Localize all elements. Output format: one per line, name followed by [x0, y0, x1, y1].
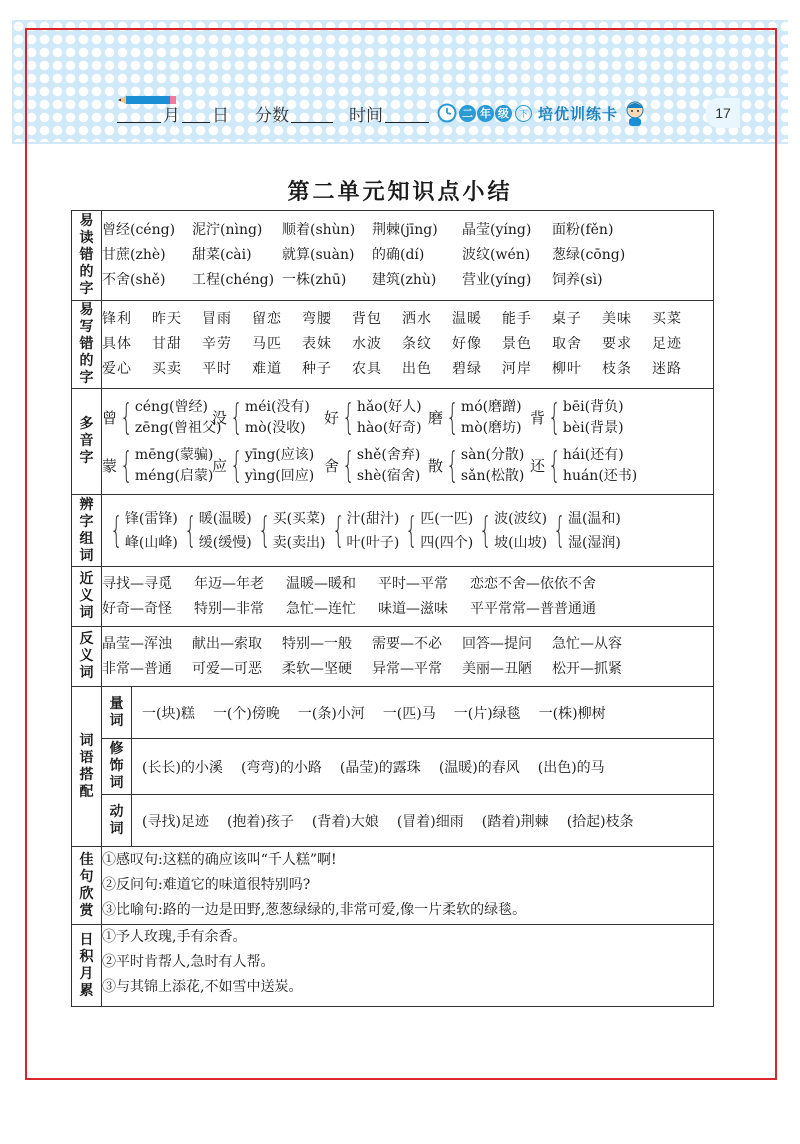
list-item: 的确(dí) — [372, 247, 425, 263]
header-row — [115, 96, 755, 130]
brand-logo — [437, 98, 650, 128]
list-item: 面粉(fěn) — [552, 222, 614, 238]
list-item: 年迈—年老 — [194, 575, 264, 592]
list-item: 美丽—丑陋 — [462, 660, 532, 677]
list-item: (背着)大娘 — [311, 813, 379, 830]
list-item: 具体 — [102, 336, 132, 352]
list-item: (踏着)荆棘 — [481, 813, 549, 830]
list-item: 一(匹)马 — [382, 705, 436, 722]
list-item: 急忙—连忙 — [286, 600, 356, 617]
daily-row — [72, 925, 714, 1007]
list-item: 好奇—奇怪 — [102, 600, 172, 617]
polyphone-group: 好 { hǎo(好人) hào(好奇) — [324, 396, 422, 438]
list-item: 农具 — [352, 361, 382, 377]
list-item: 锋利 — [102, 311, 132, 327]
list-item: 荆棘(jīng) — [372, 222, 438, 238]
month-label: 月 — [163, 105, 180, 125]
list-item: 甘蔗(zhè) — [102, 247, 166, 263]
list-item: 晶莹(yíng) — [462, 222, 532, 238]
list-item: 能手 — [502, 311, 532, 327]
sublabel-modifier: 修 饰 词 — [102, 739, 132, 795]
list-item: (冒着)细雨 — [396, 813, 464, 830]
polyphone-group: 磨 { mó(磨蹭) mò(磨坊) — [428, 396, 522, 438]
mascot-icon — [620, 98, 650, 128]
list-item: 就算(suàn) — [282, 247, 355, 263]
list-item: (温暖)的春风 — [438, 759, 520, 776]
word-pair: { 买(买菜) 卖(卖出) — [257, 509, 326, 551]
sublabel-verb: 动 词 — [102, 795, 132, 847]
month-blank[interactable] — [117, 104, 161, 123]
polyphone-group: 应 { yīng(应该) yìng(回应) — [212, 444, 315, 486]
section-label-collocation: 词 语 搭 配 — [72, 687, 102, 847]
list-item: 非常—普通 — [102, 660, 172, 677]
section-label-sentences: 佳 句 欣 赏 — [72, 847, 102, 925]
score-label: 分数 — [255, 105, 289, 125]
list-item: 辛劳 — [202, 336, 232, 352]
modifier-content — [132, 739, 714, 795]
list-item: 葱绿(cōng) — [552, 247, 626, 263]
section-label-misread: 易 读 错 的 字 — [72, 211, 102, 301]
list-item: (晶莹)的露珠 — [339, 759, 421, 776]
list-item: 泥泞(nìng) — [192, 222, 263, 238]
list-item: 一(株)柳树 — [538, 705, 606, 722]
list-item: 味道—滋味 — [378, 600, 448, 617]
list-item: 顺着(shùn) — [282, 222, 356, 238]
list-item: 特别—一般 — [282, 635, 352, 652]
distinguish-content — [102, 495, 714, 567]
list-item: 平时—平常 — [378, 575, 448, 592]
collocation-modifier-row — [72, 739, 714, 795]
word-pair: { 温(温和) 湿(湿润) — [553, 509, 621, 551]
grade-char: 级 — [495, 105, 512, 122]
list-item: 献出—索取 — [192, 635, 262, 652]
section-label-distinguish: 辨 字 组 词 — [72, 495, 102, 567]
grade-char: 年 — [477, 105, 494, 122]
list-item: 取舍 — [552, 336, 582, 352]
miswrite-content — [102, 301, 714, 389]
list-item: 条纹 — [402, 336, 432, 352]
grade-badge — [459, 105, 534, 122]
list-item: 回答—提问 — [462, 635, 532, 652]
list-item: 曾经(céng) — [102, 222, 176, 238]
list-item: 寻找—寻觅 — [102, 575, 172, 592]
list-item: (长长)的小溪 — [142, 759, 223, 776]
list-item: 碧绿 — [452, 361, 482, 377]
page-number: 17 — [706, 98, 740, 128]
collocation-verb-row — [72, 795, 714, 847]
section-label-miswrite: 易 写 错 的 字 — [72, 301, 102, 389]
card-title: 培优训练卡 — [538, 104, 619, 123]
list-item: 不舍(shě) — [102, 272, 166, 288]
list-item: 平平常常—普普通通 — [470, 600, 596, 617]
list-item: 种子 — [302, 361, 332, 377]
time-label: 时间 — [349, 105, 383, 125]
daily-content — [102, 925, 714, 1007]
word-pair: { 匹(一匹) 四(四个) — [405, 509, 474, 551]
list-item: 难道 — [252, 361, 282, 377]
list-item: 留恋 — [252, 311, 282, 327]
section-label-synonym: 近 义 词 — [72, 567, 102, 627]
list-item: 波纹(wén) — [462, 247, 531, 263]
list-item: 晶莹—浑浊 — [102, 635, 172, 652]
day-label: 日 — [212, 105, 229, 125]
list-item: 可爱—可恶 — [192, 660, 262, 677]
list-item: 异常—平常 — [372, 660, 442, 677]
word-pair: { 波(波纹) 坡(山坡) — [479, 509, 548, 551]
list-item: 水波 — [352, 336, 382, 352]
list-item: 背包 — [352, 311, 382, 327]
list-item: 营业(yíng) — [462, 272, 532, 288]
collocation-measure-row — [72, 687, 714, 739]
sentence-content — [102, 847, 714, 925]
list-item: 甜菜(cài) — [192, 247, 252, 263]
list-item: 特别—非常 — [194, 600, 264, 617]
polyphone-group: 没 { méi(没有) mò(没收) — [212, 396, 310, 438]
antonym-row — [72, 627, 714, 687]
section-label-polyphone: 多 音 字 — [72, 389, 102, 495]
word-pair: { 暖(温暖) 缓(缓慢) — [183, 509, 252, 551]
list-item: 河岸 — [502, 361, 532, 377]
list-item: 迷路 — [652, 361, 682, 377]
polyphone-group: 散 { sàn(分散) sǎn(松散) — [428, 444, 525, 486]
list-item: 饲养(sì) — [552, 272, 603, 288]
list-item: 昨天 — [152, 311, 182, 327]
list-item: (弯弯)的小路 — [240, 759, 322, 776]
page-title: 第二单元知识点小结 — [287, 180, 513, 205]
section-label-antonym: 反 义 词 — [72, 627, 102, 687]
list-item: ③与其锦上添花,不如雪中送炭。 — [102, 979, 303, 995]
list-item: 建筑(zhù) — [372, 272, 437, 288]
sentence-row — [72, 847, 714, 925]
measure-content — [132, 687, 714, 739]
synonym-content — [102, 567, 714, 627]
list-item: 洒水 — [402, 311, 432, 327]
list-item: 温暖 — [452, 311, 482, 327]
list-item: 枝条 — [602, 361, 632, 377]
list-item: 平时 — [202, 361, 232, 377]
list-item: ②反问句:难道它的味道很特别吗? — [102, 877, 311, 893]
polyphone-group: 背 { bēi(背负) bèi(背景) — [530, 396, 624, 438]
list-item: 美味 — [602, 311, 632, 327]
list-item: 松开—抓紧 — [552, 660, 622, 677]
list-item: ②平时肯帮人,急时有人帮。 — [102, 954, 275, 970]
misread-row — [72, 211, 714, 301]
summary-table — [71, 210, 714, 1007]
list-item: ①予人玫瑰,手有余香。 — [102, 929, 247, 945]
word-pair: { 汁(甜汁) 叶(叶子) — [331, 509, 400, 551]
score-blank[interactable] — [291, 104, 333, 123]
list-item: 需要—不必 — [372, 635, 442, 652]
sublabel-measure: 量 词 — [102, 687, 132, 739]
polyphone-row — [72, 389, 714, 495]
list-item: 柳叶 — [552, 361, 582, 377]
list-item: 急忙—从容 — [552, 635, 622, 652]
list-item: 一(片)绿毯 — [453, 705, 521, 722]
word-pair: { 锋(雷锋) 峰(山峰) — [110, 509, 178, 551]
list-item: (抱着)孩子 — [226, 813, 294, 830]
antonym-content — [102, 627, 714, 687]
misread-content — [102, 211, 714, 301]
polyphone-group: 还 { hái(还有) huán(还书) — [530, 444, 638, 486]
list-item: 一(个)傍晚 — [212, 705, 280, 722]
list-item: 恋恋不舍—依依不舍 — [470, 575, 596, 592]
list-item: 冒雨 — [202, 311, 232, 327]
list-item: 好像 — [452, 336, 482, 352]
miswrite-row — [72, 301, 714, 389]
polyphone-content — [102, 389, 714, 495]
day-blank[interactable] — [182, 104, 210, 123]
polyphone-group: 舍 { shě(舍弃) shè(宿舍) — [324, 444, 421, 486]
list-item: 景色 — [502, 336, 532, 352]
list-item: 一(块)糕 — [142, 705, 195, 722]
list-item: 表妹 — [302, 336, 332, 352]
list-item: (寻找)足迹 — [142, 813, 209, 830]
list-item: 一株(zhū) — [282, 272, 347, 288]
list-item: 柔软—坚硬 — [282, 660, 352, 677]
time-blank[interactable] — [385, 104, 429, 123]
list-item: 出色 — [402, 361, 432, 377]
polyphone-group: 蒙 { mēng(蒙骗) méng(启蒙) — [102, 444, 214, 486]
list-item: 弯腰 — [302, 311, 332, 327]
list-item: 要求 — [602, 336, 632, 352]
list-item: 马匹 — [252, 336, 282, 352]
polyphone-group: 曾 { céng(曾经) zēng(曾祖父) — [102, 396, 222, 438]
list-item: 甘甜 — [152, 336, 182, 352]
list-item: 工程(chéng) — [192, 272, 275, 288]
list-item: (拾起)枝条 — [566, 813, 634, 830]
list-item: 温暖—暖和 — [286, 575, 356, 592]
list-item: 买菜 — [652, 311, 682, 327]
list-item: ①感叹句:这糕的确应该叫“千人糕”啊! — [102, 852, 337, 868]
list-item: 爱心 — [102, 361, 132, 377]
list-item: 足迹 — [652, 336, 682, 352]
section-label-daily: 日 积 月 累 — [72, 925, 102, 1007]
distinguish-row — [72, 495, 714, 567]
verb-content — [132, 795, 714, 847]
list-item: 买卖 — [152, 361, 182, 377]
list-item: ③比喻句:路的一边是田野,葱葱绿绿的,非常可爱,像一片柔软的绿毯。 — [102, 902, 527, 918]
clock-icon — [437, 103, 457, 123]
grade-char: 二 — [459, 105, 476, 122]
synonym-row — [72, 567, 714, 627]
list-item: (出色)的马 — [537, 759, 605, 776]
list-item: 一(条)小河 — [297, 705, 365, 722]
list-item: 桌子 — [552, 311, 582, 327]
semester-badge: 下 — [515, 105, 532, 122]
